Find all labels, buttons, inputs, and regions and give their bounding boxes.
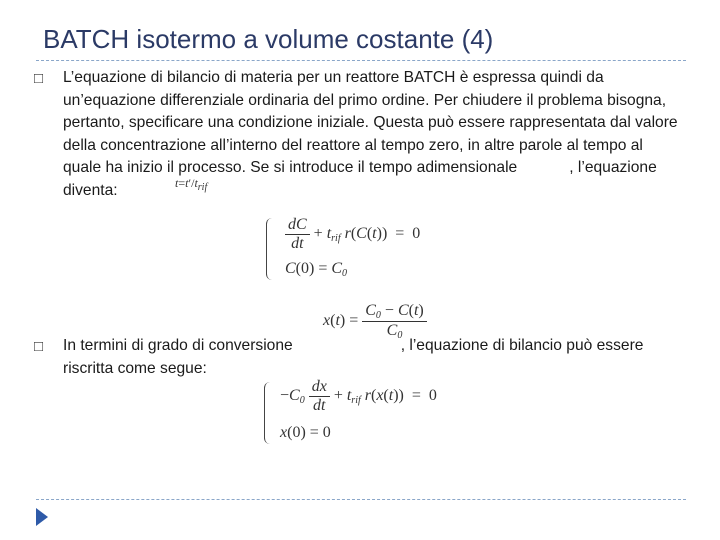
eq2-line1: −C0 $\frac{dx}{dt}$ + trif r(x(t)) = 0: [280, 378, 437, 414]
slide-title: BATCH isotermo a volume costante (4): [43, 24, 494, 54]
bullet-1-part1: L’equazione di bilancio di materia per un reattore BATCH è espressa quindi da un’equazione differenziale ordinaria del primo ordine. Per chiudere il problema bisogna, pertanto, specificare una condizione iniziale. Questa può essere rappresentata dal valore della concentrazione all’interno del reattore al tempo zero, in altre parole al tempo al quale ha inizio il processo. Se si introduce il tempo adimensionale: [63, 69, 678, 177]
eq1-line2: C(0) = C0: [285, 260, 348, 279]
bottom-divider: [36, 499, 686, 500]
eq1-line1: $\frac{dC}{dt}$ + trif r(C(t)) = 0: [285, 216, 420, 253]
bullet-2-text: [63, 335, 683, 380]
conversion-formula: x(t) = $\frac{C0 - C(t)}{C0}$: [323, 302, 427, 341]
inline-formula: $t=t'/t_{rif}$: [175, 176, 208, 193]
bullet-2-part2: , l’equazione di bilancio può essere riscritta come segue:: [63, 337, 644, 377]
eq2-brace: [264, 382, 271, 444]
eq2-line2: x(0) = 0: [280, 424, 331, 441]
bullet-square-icon: □: [34, 70, 44, 87]
eq1-brace: [266, 218, 273, 280]
top-divider: [36, 60, 686, 61]
bullet-1-part2: , l’equazione diventa:: [63, 159, 657, 199]
bullet-1-text: [63, 67, 683, 203]
bullet-square-icon-2: □: [34, 338, 44, 355]
play-triangle-icon[interactable]: [36, 508, 48, 526]
bullet-2-part1: In termini di grado di conversione: [63, 337, 293, 354]
